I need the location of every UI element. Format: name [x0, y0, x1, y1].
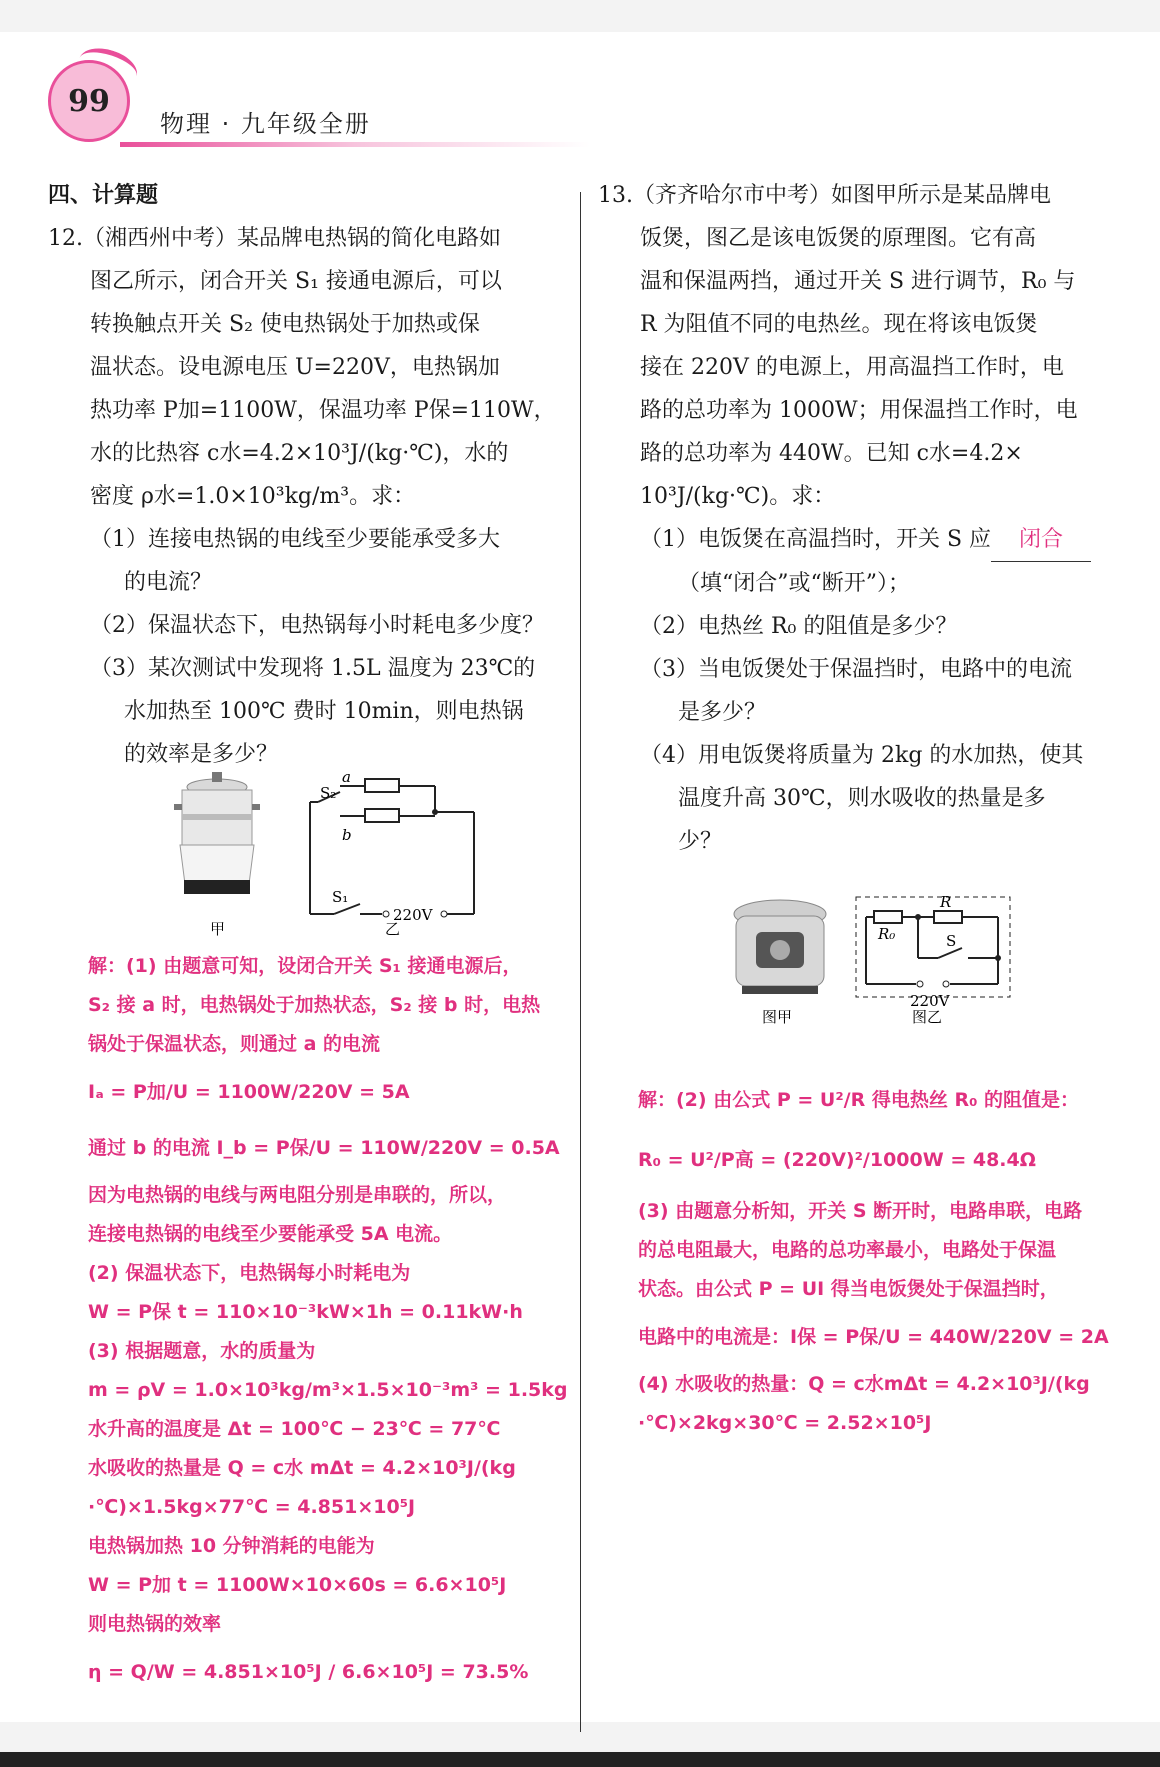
q13-subquestion: （2）电热丝 R₀ 的阻值是多少？	[640, 614, 958, 639]
solution-line: (3) 由题意分析知，开关 S 断开时，电路串联，电路	[638, 1200, 1083, 1222]
q13-line: 饭煲，图乙是该电饭煲的原理图。它有高	[640, 226, 1037, 251]
label-s2: S₂	[320, 784, 337, 802]
solution-line: 的总电阻最大，电路的总功率最小，电路处于保温	[638, 1239, 1057, 1261]
page-number-badge	[48, 60, 130, 142]
label-s1: S₁	[332, 888, 349, 906]
page-number: 99	[68, 83, 110, 119]
solution-line: (2) 保温状态下，电热锅每小时耗电为	[88, 1262, 411, 1284]
label-s: S	[946, 932, 957, 950]
solution-line: S₂ 接 a 时，电热锅处于加热状态，S₂ 接 b 时，电热	[88, 994, 541, 1016]
q12-line: 密度 ρ水=1.0×10³kg/m³。求：	[90, 484, 416, 509]
q12-subquestion: （1）连接电热锅的电线至少要能承受多大	[90, 527, 500, 552]
q12-line: 12.（湘西州中考）某品牌电热锅的简化电路如	[48, 226, 501, 251]
q12-figure	[160, 762, 490, 942]
solution-formula: m = ρV = 1.0×10³kg/m³×1.5×10⁻³m³ = 1.5kg	[88, 1379, 568, 1401]
q13-sub1-text: （1）电饭煲在高温挡时，开关 S 应	[640, 527, 992, 552]
q12-line: 转换触点开关 S₂ 使电热锅处于加热或保	[90, 312, 480, 337]
q13-figure	[728, 892, 1018, 1052]
label-220v: 220V	[393, 906, 433, 924]
solution-line: (4) 水吸收的热量：Q = c水mΔt = 4.2×10³J/(kg	[638, 1373, 1090, 1395]
solution-formula: 通过 b 的电流 I_b = P保/U = 110W/220V = 0.5A	[88, 1137, 560, 1159]
bottom-bar	[0, 1752, 1160, 1767]
q12-subquestion: 的电流？	[124, 570, 213, 595]
book-title: 物理 · 九年级全册	[160, 110, 371, 138]
solution-formula: 解：(2) 由公式 P = U²/R 得电热丝 R₀ 的阻值是：	[638, 1089, 1080, 1111]
q12-line: 温状态。设电源电压 U=220V，电热锅加	[90, 355, 500, 380]
electric-cooker-illustration	[174, 772, 260, 894]
q12-subquestion: （3）某次测试中发现将 1.5L 温度为 23℃的	[90, 656, 536, 681]
header-underline	[120, 142, 590, 147]
rice-cooker-illustration	[734, 900, 826, 994]
solution-line: 水吸收的热量是 Q = c水 mΔt = 4.2×10³J/(kg	[88, 1457, 516, 1479]
left-column	[48, 174, 568, 776]
solution-line: 水升高的温度是 Δt = 100℃ − 23℃ = 77℃	[88, 1418, 501, 1440]
q13-line: R 为阻值不同的电热丝。现在将该电饭煲	[640, 312, 1038, 337]
q13-line: 13.（齐齐哈尔市中考）如图甲所示是某品牌电	[598, 183, 1051, 208]
solution-line: 解：(1) 由题意可知，设闭合开关 S₁ 接通电源后，	[88, 955, 522, 977]
solution-line: (3) 根据题意，水的质量为	[88, 1340, 316, 1362]
solution-formula: 电路中的电流是：I保 = P保/U = 440W/220V = 2A	[638, 1326, 1109, 1348]
q13-circuit	[866, 911, 998, 984]
q12-subquestion: 水加热至 100℃ 费时 10min，则电热锅	[124, 699, 524, 724]
q12-subquestion: （2）保温状态下，电热锅每小时耗电多少度？	[90, 613, 544, 638]
right-column	[598, 174, 1112, 863]
q13-line: 路的总功率为 440W。已知 c水=4.2×	[640, 441, 1023, 466]
page	[0, 32, 1160, 1722]
figure-label-tuyi: 图乙	[912, 1008, 943, 1026]
figure-label-tujia: 图甲	[762, 1008, 793, 1026]
q12-solution	[88, 947, 576, 1700]
q13-sub1-hint: （填“闭合”或“断开”）；	[678, 571, 910, 596]
solution-formula: Iₐ = P加/U = 1100W/220V = 5A	[88, 1081, 410, 1103]
solution-line: ·℃)×2kg×30℃ = 2.52×10⁵J	[638, 1412, 932, 1434]
solution-line: 锅处于保温状态，则通过 a 的电流	[88, 1033, 381, 1055]
solution-formula: η = Q/W = 4.851×10⁵J / 6.6×10⁵J = 73.5%	[88, 1661, 529, 1683]
label-r: R	[940, 893, 952, 911]
label-220v: 220V	[910, 992, 950, 1010]
q13-solution	[638, 1072, 1118, 1443]
q13-subquestion: （4）用电饭煲将质量为 2kg 的水加热，使其	[640, 743, 1084, 768]
section-title: 四、计算题	[48, 183, 159, 208]
q12-line: 水的比热容 c水=4.2×10³J/(kg·℃)，水的	[90, 441, 509, 466]
solution-line: 因为电热锅的电线与两电阻分别是串联的，所以，	[88, 1184, 507, 1206]
solution-line: ·℃)×1.5kg×77℃ = 4.851×10⁵J	[88, 1496, 416, 1518]
answer-blank: 闭合	[991, 518, 1091, 562]
label-r0: R₀	[878, 925, 896, 943]
q13-line: 10³J/(kg·℃)。求：	[640, 484, 836, 509]
q13-subquestion: 是多少？	[678, 700, 767, 725]
q12-subquestion: 的效率是多少？	[124, 742, 279, 767]
q13-line: 接在 220V 的电源上，用高温挡工作时，电	[640, 355, 1064, 380]
q13-line: 路的总功率为 1000W；用保温挡工作时，电	[640, 398, 1078, 423]
solution-line: 电热锅加热 10 分钟消耗的电能为	[88, 1535, 375, 1557]
solution-line: 连接电热锅的电线至少要能承受 5A 电流。	[88, 1223, 453, 1245]
q13-subquestion-1	[598, 518, 1112, 562]
figure-label-jia: 甲	[210, 920, 226, 938]
q13-subquestion: （3）当电饭煲处于保温挡时，电路中的电流	[640, 657, 1072, 682]
label-b: b	[342, 826, 352, 844]
solution-formula: W = P加 t = 1100W×10×60s = 6.6×10⁵J	[88, 1574, 507, 1596]
solution-formula: R₀ = U²/P高 = (220V)²/1000W = 48.4Ω	[638, 1149, 1036, 1171]
q12-line: 图乙所示，闭合开关 S₁ 接通电源后，可以	[90, 269, 502, 294]
q13-subquestion: 少？	[678, 829, 723, 854]
q12-line: 热功率 P加=1100W，保温功率 P保=110W，	[90, 398, 556, 423]
solution-line: 则电热锅的效率	[88, 1613, 222, 1635]
solution-formula: W = P保 t = 110×10⁻³kW×1h = 0.11kW·h	[88, 1301, 523, 1323]
solution-line: 状态。由公式 P = UI 得当电饭煲处于保温挡时，	[638, 1278, 1059, 1300]
figure-label-yi: 乙	[385, 920, 401, 938]
label-a: a	[342, 768, 351, 786]
q13-line: 温和保温两挡，通过开关 S 进行调节，R₀ 与	[640, 269, 1076, 294]
q13-subquestion: 温度升高 30℃，则水吸收的热量是多	[678, 786, 1046, 811]
column-divider	[580, 192, 581, 1732]
